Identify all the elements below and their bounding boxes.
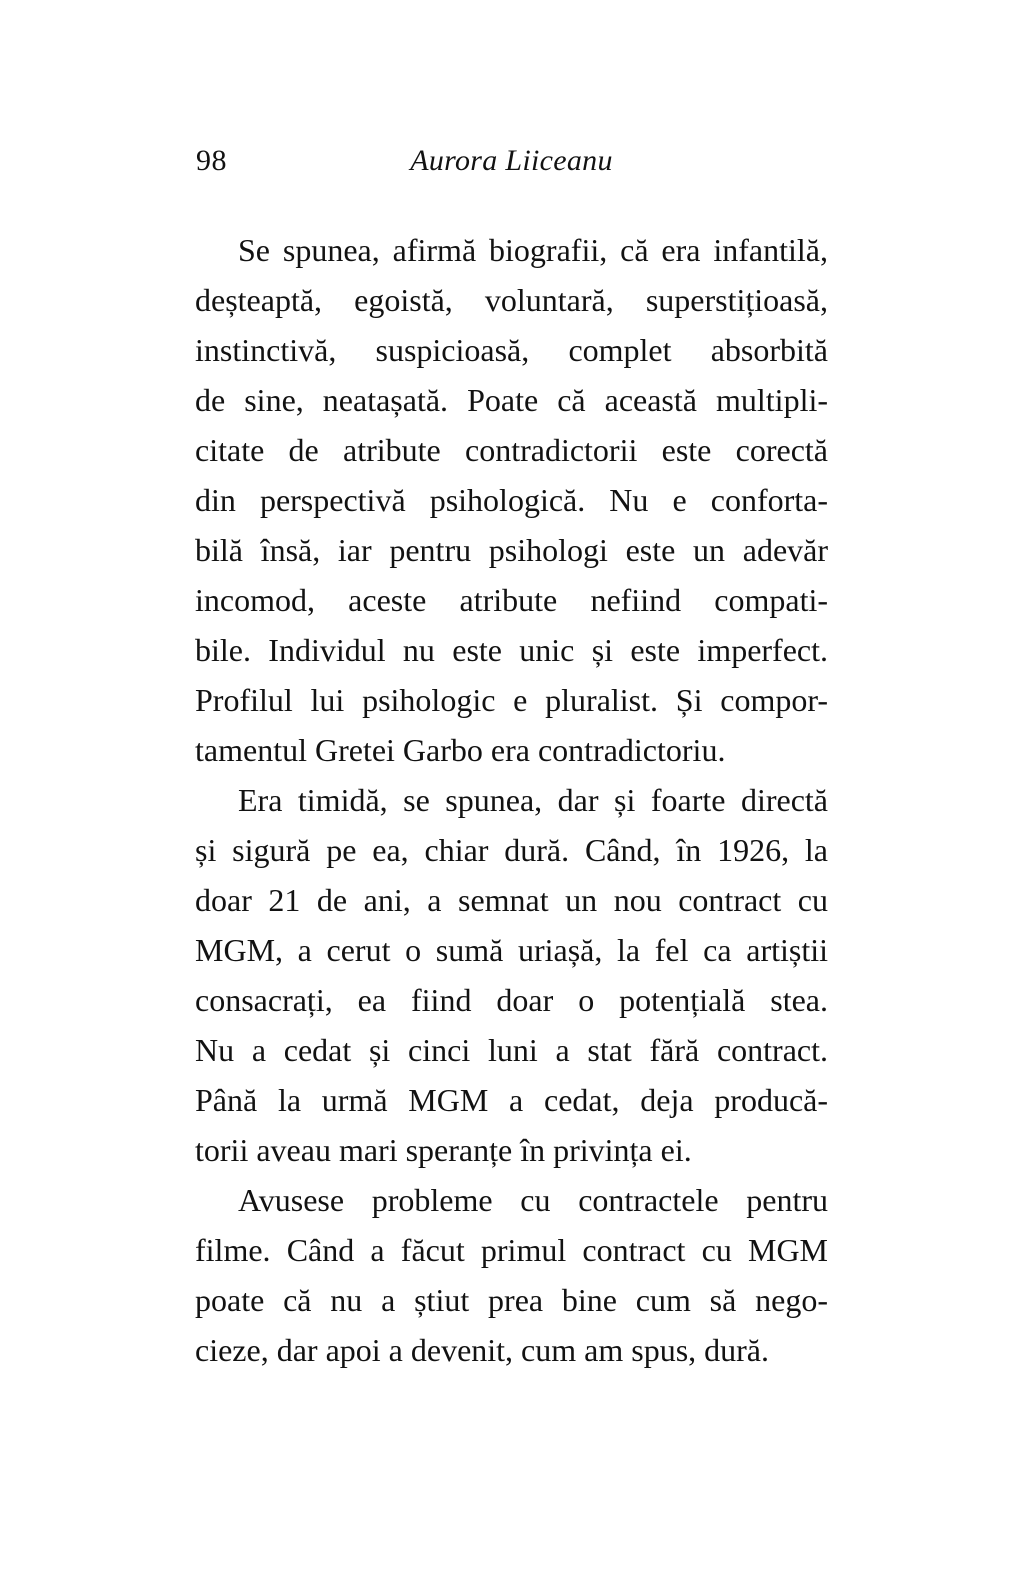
running-title: Aurora Liiceanu (410, 144, 613, 177)
text-line: MGM, a cerut o sumă uriașă, la fel ca artiștii (195, 932, 828, 968)
text-line: Avusese probleme cu contractele pentru (238, 1182, 828, 1218)
running-header (195, 146, 828, 176)
text-line: de sine, neatașată. Poate că această multipli- (195, 382, 828, 418)
text-line: filme. Când a făcut primul contract cu MGM (195, 1232, 828, 1268)
text-line: bile. Individul nu este unic și este imperfect. (195, 632, 828, 668)
text-line: Nu a cedat și cinci luni a stat fără contract. (195, 1032, 828, 1068)
text-line: poate că nu a știut prea bine cum să nego- (195, 1282, 828, 1318)
paragraph (195, 1175, 828, 1375)
text-line: torii aveau mari speranțe în privința ei. (195, 1132, 692, 1168)
text-line: Se spunea, afirmă biografii, că era infantilă, (238, 232, 828, 268)
text-line: consacrați, ea fiind doar o potențială stea. (195, 982, 828, 1018)
text-line: Era timidă, se spunea, dar și foarte directă (238, 782, 828, 818)
paragraph (195, 775, 828, 1175)
text-line: din perspectivă psihologică. Nu e conforta- (195, 482, 828, 518)
text-line: citate de atribute contradictorii este corectă (195, 432, 828, 468)
text-line: doar 21 de ani, a semnat un nou contract cu (195, 882, 828, 918)
text-line: tamentul Gretei Garbo era contradictoriu. (195, 732, 726, 768)
text-line: bilă însă, iar pentru psihologi este un adevăr (195, 532, 828, 568)
text-line: incomod, aceste atribute nefiind compati- (195, 582, 828, 618)
body-text (195, 225, 828, 1375)
text-line: Profilul lui psihologic e pluralist. Și compor- (195, 682, 828, 718)
text-line: Până la urmă MGM a cedat, deja producă- (195, 1082, 828, 1118)
text-line: deșteaptă, egoistă, voluntară, superstițioasă, (195, 282, 828, 318)
text-line: și sigură pe ea, chiar dură. Când, în 1926, la (195, 832, 828, 868)
text-line: cieze, dar apoi a devenit, cum am spus, dură. (195, 1332, 769, 1368)
paragraph (195, 225, 828, 775)
text-line: instinctivă, suspicioasă, complet absorbită (195, 332, 828, 368)
page-number: 98 (196, 144, 227, 177)
